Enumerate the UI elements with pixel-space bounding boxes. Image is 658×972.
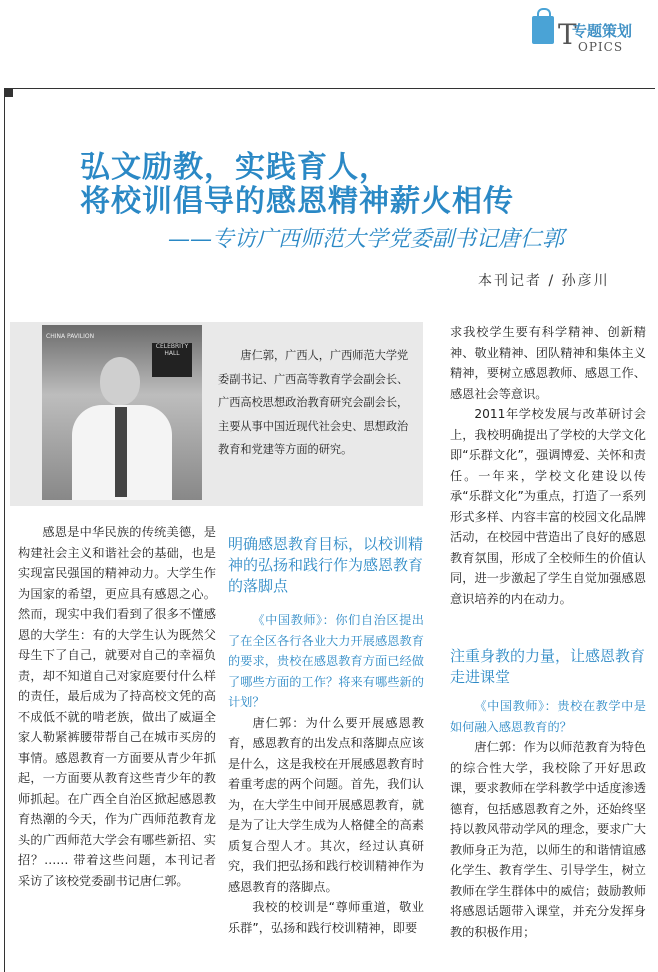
- subtitle: ——专访广西师范大学党委副书记唐仁郭: [168, 227, 565, 252]
- photo-sign: CELEBRITY HALL: [152, 343, 192, 377]
- answer-2: 唐仁郭：作为以师范教育为特色的综合性大学，我校除了开好思政课，要求教师在学科教学中适度渗透德育，包括感恩教育之外，还始终坚持以教风带动学风的理念，要求广大教师身正为范，以师生的和谐情谊感化学生、教育学生、引导学生，树立教师在学生群体中的威信；鼓励教师将感恩话题带入课堂，并充分发挥身教的积极作用；: [450, 740, 646, 939]
- photo-banner: CHINA PAVILION: [46, 333, 95, 340]
- reporter-byline: 本刊记者 / 孙彦川: [478, 273, 610, 289]
- section-heading-2: 注重身教的力量，让感恩教育走进课堂: [450, 647, 646, 686]
- column-2: [228, 610, 424, 938]
- answer-1b: 我校的校训是“尊师重道，敬业乐群”，弘扬和践行校训精神，即要: [228, 900, 424, 935]
- column-3-lower: [450, 696, 646, 942]
- question-1: 《中国教师》：你们自治区提出了在全区各行各业大力开展感恩教育的要求，贵校在感恩教育方面已经做了哪些方面的工作？将来有哪些新的计划？: [228, 613, 424, 709]
- topics-label: OPICS: [578, 40, 624, 54]
- portrait-photo: [42, 325, 202, 500]
- intro-paragraph: 感恩是中华民族的传统美德，是构建社会主义和谐社会的基础，也是实现富民强国的精神动力。大学生作为国家的希望，更应具有感恩之心。然而，现实中我们看到了很多不懂感恩的大学生：有的大学生认为既然父母生下了自己，就要对自己的幸福负责，却不知道自己对家庭要付什么样的责任，最后成为了持高校文凭的高不成低不就的啃老族，做出了威逼全家人勒紧裤腰带帮自己在城市买房的事情。感恩教育一方面要从青少年抓起，一方面要从教育这些青少年的教师抓起。在广西全自治区掀起感恩教育热潮的今天，作为广西师范教育龙头的广西师范大学会有哪些新招、实招？…… 带着这些问题，本刊记者采访了该校党委副书记唐仁郭。: [18, 525, 216, 888]
- bag-logo-icon: [532, 6, 556, 46]
- title-line-2: 将校训倡导的感恩精神薪火相传: [80, 184, 514, 219]
- question-2: 《中国教师》：贵校在教学中是如何融入感恩教育的？: [450, 699, 646, 734]
- section-heading-1: 明确感恩教育目标，以校训精神的弘扬和践行作为感恩教育的落脚点: [228, 535, 424, 595]
- profile-bio: 唐仁郭，广西人，广西师范大学党委副书记、广西高等教育学会副会长、广西高校思想政治教育研究会副会长，主要从事中国近现代社会史、思想政治教育和党建等方面的研究。: [218, 349, 409, 456]
- paragraph-2011: 2011年学校发展与改革研讨会上，我校明确提出了学校的大学文化即“乐群文化”，强调博爱、关怀和责任。一年来，学校文化建设以传承“乐群文化”为重点，打造了一系列形式多样、内容丰富的校园文化品牌活动，在校园中营造出了良好的感恩教育氛围，形成了全校师生的价值认同，进一步激起了学生自觉加强感恩意识培养的内在动力。: [450, 407, 646, 606]
- title-line-1: 弘文励教，实践育人，: [80, 150, 390, 185]
- section-tag: 专题策划: [572, 22, 633, 40]
- answer-1a: 唐仁郭：为什么要开展感恩教育，感恩教育的出发点和落脚点应该是什么，这是我校在开展感恩教育时着重考虑的两个问题。首先，我们认为，在大学生中间开展感恩教育，就是为了让大学生成为人格健全的高素质复合型人才。其次，经过认真研究，我们把弘扬和践行校训精神作为感恩教育的落脚点。: [228, 715, 424, 894]
- column-1: [18, 522, 216, 891]
- topics-T: T: [558, 18, 577, 51]
- column-3: [450, 322, 646, 609]
- continued-paragraph: 求我校学生要有科学精神、创新精神、敬业精神、团队精神和集体主义精神，要树立感恩教师、感恩工作、感恩社会等意识。: [450, 325, 646, 401]
